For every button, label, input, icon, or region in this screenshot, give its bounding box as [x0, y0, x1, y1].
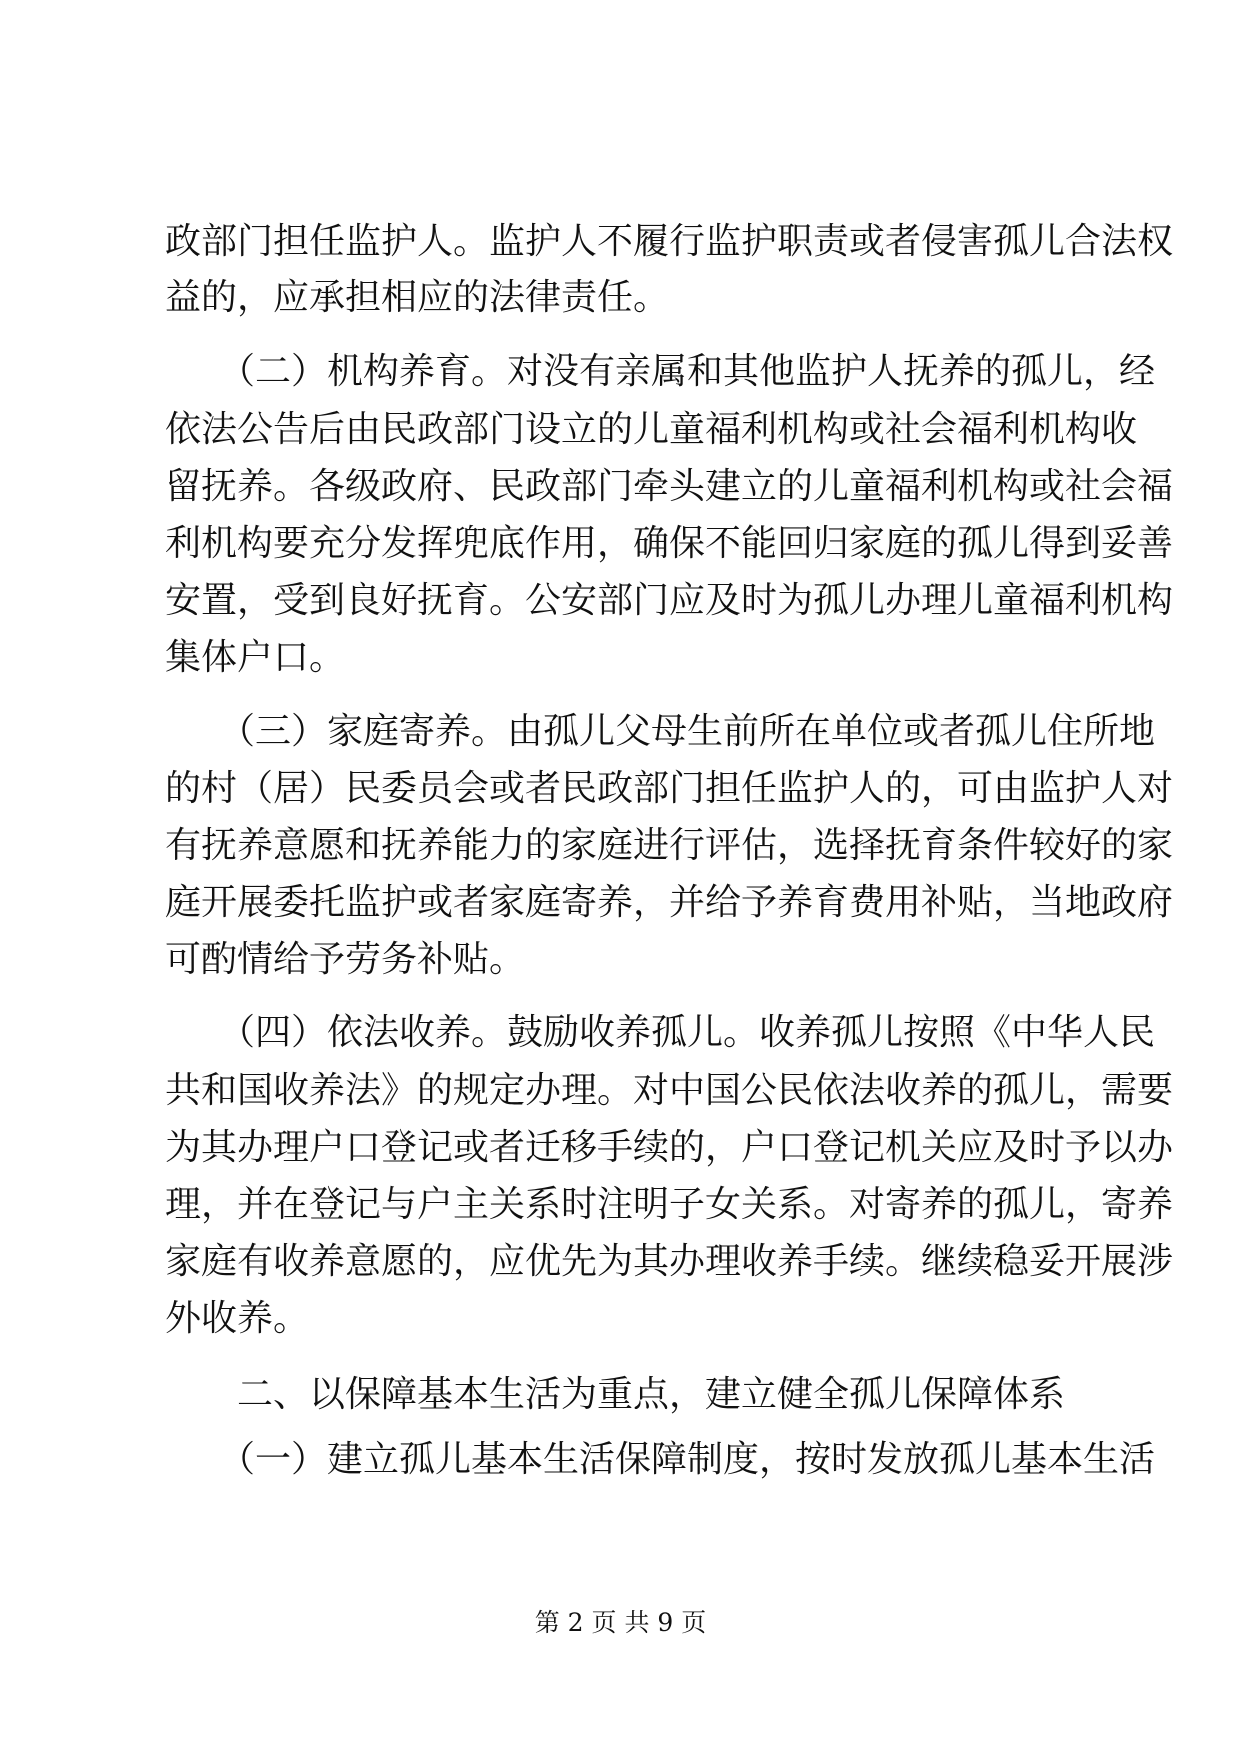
section-heading: 二、以保障基本生活为重点，建立健全孤儿保障体系: [165, 1374, 1066, 1415]
text-line: 为其办理户口登记或者迁移手续的，户口登记机关应及时予以办: [165, 1127, 1174, 1168]
text-line: 庭开展委托监护或者家庭寄养，并给予养育费用补贴，当地政府: [165, 882, 1174, 923]
text-line: 理，并在登记与户主关系时注明子女关系。对寄养的孤儿，寄养: [165, 1184, 1174, 1225]
text-line: 益的，应承担相应的法律责任。: [165, 277, 670, 318]
text-line: （四）依法收养。鼓励收养孤儿。收养孤儿按照《中华人民: [165, 1012, 1156, 1053]
text-line: 的村（居）民委员会或者民政部门担任监护人的，可由监护人对: [165, 768, 1174, 809]
page-footer: 第 2 页 共 9 页: [534, 1608, 707, 1637]
text-line: 可酌情给予劳务补贴。: [165, 939, 526, 980]
text-line: 外收养。: [165, 1298, 310, 1339]
text-line: 家庭有收养意愿的，应优先为其办理收养手续。继续稳妥开展涉: [165, 1241, 1174, 1282]
text-line: （一）建立孤儿基本生活保障制度，按时发放孤儿基本生活: [165, 1439, 1156, 1480]
text-line: （二）机构养育。对没有亲属和其他监护人抚养的孤儿，经: [165, 351, 1156, 392]
text-line: 集体户口。: [165, 637, 346, 678]
text-line: 共和国收养法》的规定办理。对中国公民依法收养的孤儿，需要: [165, 1070, 1174, 1111]
text-line: 政部门担任监护人。监护人不履行监护职责或者侵害孤儿合法权: [165, 221, 1174, 262]
text-line: 有抚养意愿和抚养能力的家庭进行评估，选择抚育条件较好的家: [165, 825, 1174, 866]
text-line: 依法公告后由民政部门设立的儿童福利机构或社会福利机构收: [165, 409, 1138, 450]
text-line: 安置，受到良好抚育。公安部门应及时为孤儿办理儿童福利机构: [165, 580, 1174, 621]
text-line: 利机构要充分发挥兜底作用，确保不能回归家庭的孤儿得到妥善: [165, 523, 1174, 564]
text-line: 留抚养。各级政府、民政部门牵头建立的儿童福利机构或社会福: [165, 466, 1174, 507]
text-line: （三）家庭寄养。由孤儿父母生前所在单位或者孤儿住所地: [165, 711, 1156, 752]
